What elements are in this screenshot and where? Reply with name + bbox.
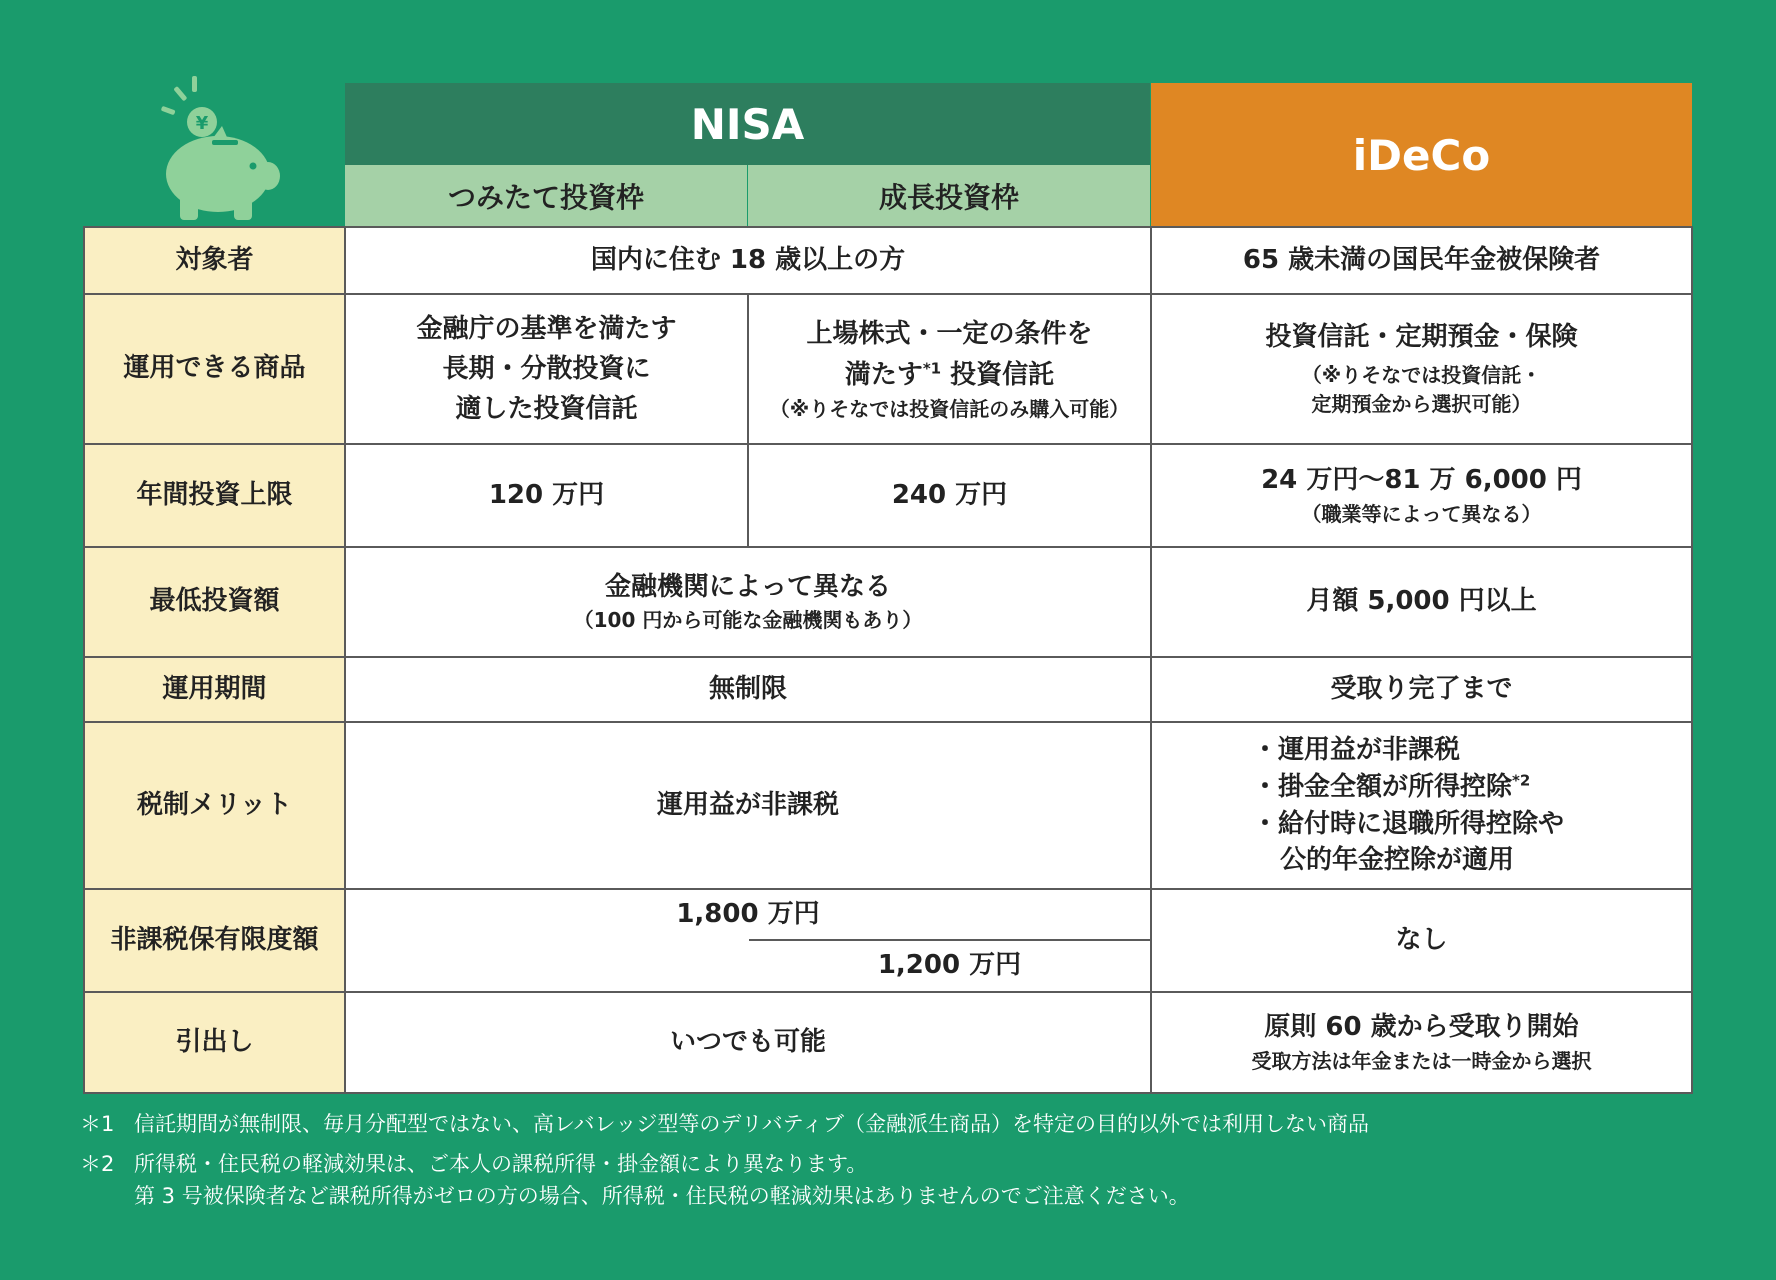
piggy-bank-icon <box>140 70 290 230</box>
nisa-withdrawal <box>346 993 1150 1092</box>
cell-text-part: 投資信託 <box>941 359 1055 390</box>
tsumitate-header: つみたて投資枠 <box>345 165 747 227</box>
footnote-text-1: 信託期間が無制限、毎月分配型ではない、高レバレッジ型等のデリバティブ（金融派生商品）を特定の目的以外では利用しない商品 <box>134 1112 1370 1136</box>
seichou-products <box>749 295 1150 443</box>
cell-text: 適した投資信託 <box>455 394 638 425</box>
seichou-header: 成長投資枠 <box>748 165 1150 227</box>
bullet-text: ・掛金全額が所得控除 <box>1252 771 1513 802</box>
footnote-text-2b: 第 3 号被保険者など課税所得がゼロの方の場合、所得税・住民税の軽減効果はありませんのでご注意ください。 <box>134 1184 1190 1208</box>
nisa-holding-left-filler <box>346 939 749 991</box>
nisa-header: NISA <box>345 83 1150 165</box>
label-text: 運用期間 <box>162 673 267 704</box>
ideco-minimum <box>1152 548 1691 656</box>
tsumitate-annual-limit <box>346 445 747 546</box>
cell-text: 原則 60 歳から受取り開始 <box>1264 1012 1579 1043</box>
ideco-header: iDeCo <box>1151 83 1692 227</box>
cell-text: なし <box>1395 924 1448 955</box>
bullet-item <box>1252 769 1530 806</box>
row-label-period <box>85 658 344 721</box>
cell-text: 月額 5,000 円以上 <box>1306 586 1537 617</box>
cell-text: 長期・分散投資に <box>442 353 651 384</box>
cell-text: 24 万円〜81 万 6,000 円 <box>1261 465 1582 496</box>
ideco-holding-limit <box>1152 890 1691 991</box>
cell-note: 定期預金から選択可能） <box>1311 391 1532 416</box>
cell-text <box>845 355 1054 395</box>
cell-text: 金融庁の基準を満たす <box>416 313 677 344</box>
seichou-holding-limit <box>749 941 1150 991</box>
footnote-ref: *2 <box>1512 770 1531 789</box>
cell-text: 1,200 万円 <box>877 950 1022 981</box>
row-label-annual-limit <box>85 445 344 546</box>
cell-text: 1,800 万円 <box>676 898 820 929</box>
bullet-item: ・運用益が非課税 <box>1252 734 1461 765</box>
label-text: 税制メリット <box>137 789 292 820</box>
cell-text: 上場株式・一定の条件を <box>806 319 1093 350</box>
ideco-tax <box>1152 723 1691 888</box>
ideco-target <box>1152 228 1691 293</box>
cell-text: 120 万円 <box>488 479 605 510</box>
ideco-withdrawal <box>1152 993 1691 1092</box>
cell-text: 受取り完了まで <box>1330 673 1513 704</box>
nisa-period <box>346 658 1150 721</box>
label-text: 非課税保有限度額 <box>110 924 319 955</box>
cell-note: 受取方法は年金または一時金から選択 <box>1251 1048 1592 1073</box>
row-label-products <box>85 295 344 443</box>
label-text: 対象者 <box>175 244 254 275</box>
label-text: 引出し <box>175 1026 254 1057</box>
ideco-annual-limit <box>1152 445 1691 546</box>
row-label-tax <box>85 723 344 888</box>
ideco-products <box>1152 295 1691 443</box>
cell-text: 国内に住む 18 歳以上の方 <box>590 244 906 275</box>
label-text: 運用できる商品 <box>123 353 306 384</box>
cell-note: （※りそなでは投資信託のみ購入可能） <box>769 396 1130 421</box>
footnote-mark-2: ＊2 <box>80 1152 115 1176</box>
nisa-tax <box>346 723 1150 888</box>
cell-text-part: 満たす <box>844 359 923 390</box>
bullet-item: 公的年金控除が適用 <box>1280 845 1515 876</box>
tsumitate-products <box>346 295 747 443</box>
nisa-holding-total <box>346 890 1150 939</box>
cell-text: いつでも可能 <box>669 1026 826 1057</box>
row-label-withdrawal <box>85 993 344 1092</box>
cell-text: 運用益が非課税 <box>656 789 839 820</box>
row-label-holding-limit <box>85 890 344 991</box>
nisa-target <box>346 228 1150 293</box>
footnote-mark-1: ＊1 <box>80 1112 115 1136</box>
footnote-text-2a: 所得税・住民税の軽減効果は、ご本人の課税所得・掛金額により異なります。 <box>134 1152 868 1176</box>
label-text: 最低投資額 <box>149 586 280 617</box>
cell-text: 240 万円 <box>891 479 1008 510</box>
cell-text: 金融機関によって異なる <box>604 571 891 602</box>
cell-note: （職業等によって異なる） <box>1301 501 1542 526</box>
ideco-period <box>1152 658 1691 721</box>
row-label-target <box>85 228 344 293</box>
footnote-ref: *1 <box>922 358 942 377</box>
yen-symbol: ¥ <box>195 113 209 134</box>
cell-text: 投資信託・定期預金・保険 <box>1265 322 1578 353</box>
cell-text: 無制限 <box>708 673 787 704</box>
bullet-item: ・給付時に退職所得控除や <box>1252 808 1565 839</box>
label-text: 年間投資上限 <box>136 479 293 510</box>
row-label-minimum <box>85 548 344 656</box>
cell-note: （※りそなでは投資信託・ <box>1301 362 1542 387</box>
cell-note: （100 円から可能な金融機関もあり） <box>573 608 923 633</box>
nisa-minimum <box>346 548 1150 656</box>
seichou-annual-limit <box>749 445 1150 546</box>
cell-text: 65 歳未満の国民年金被保険者 <box>1242 244 1601 275</box>
